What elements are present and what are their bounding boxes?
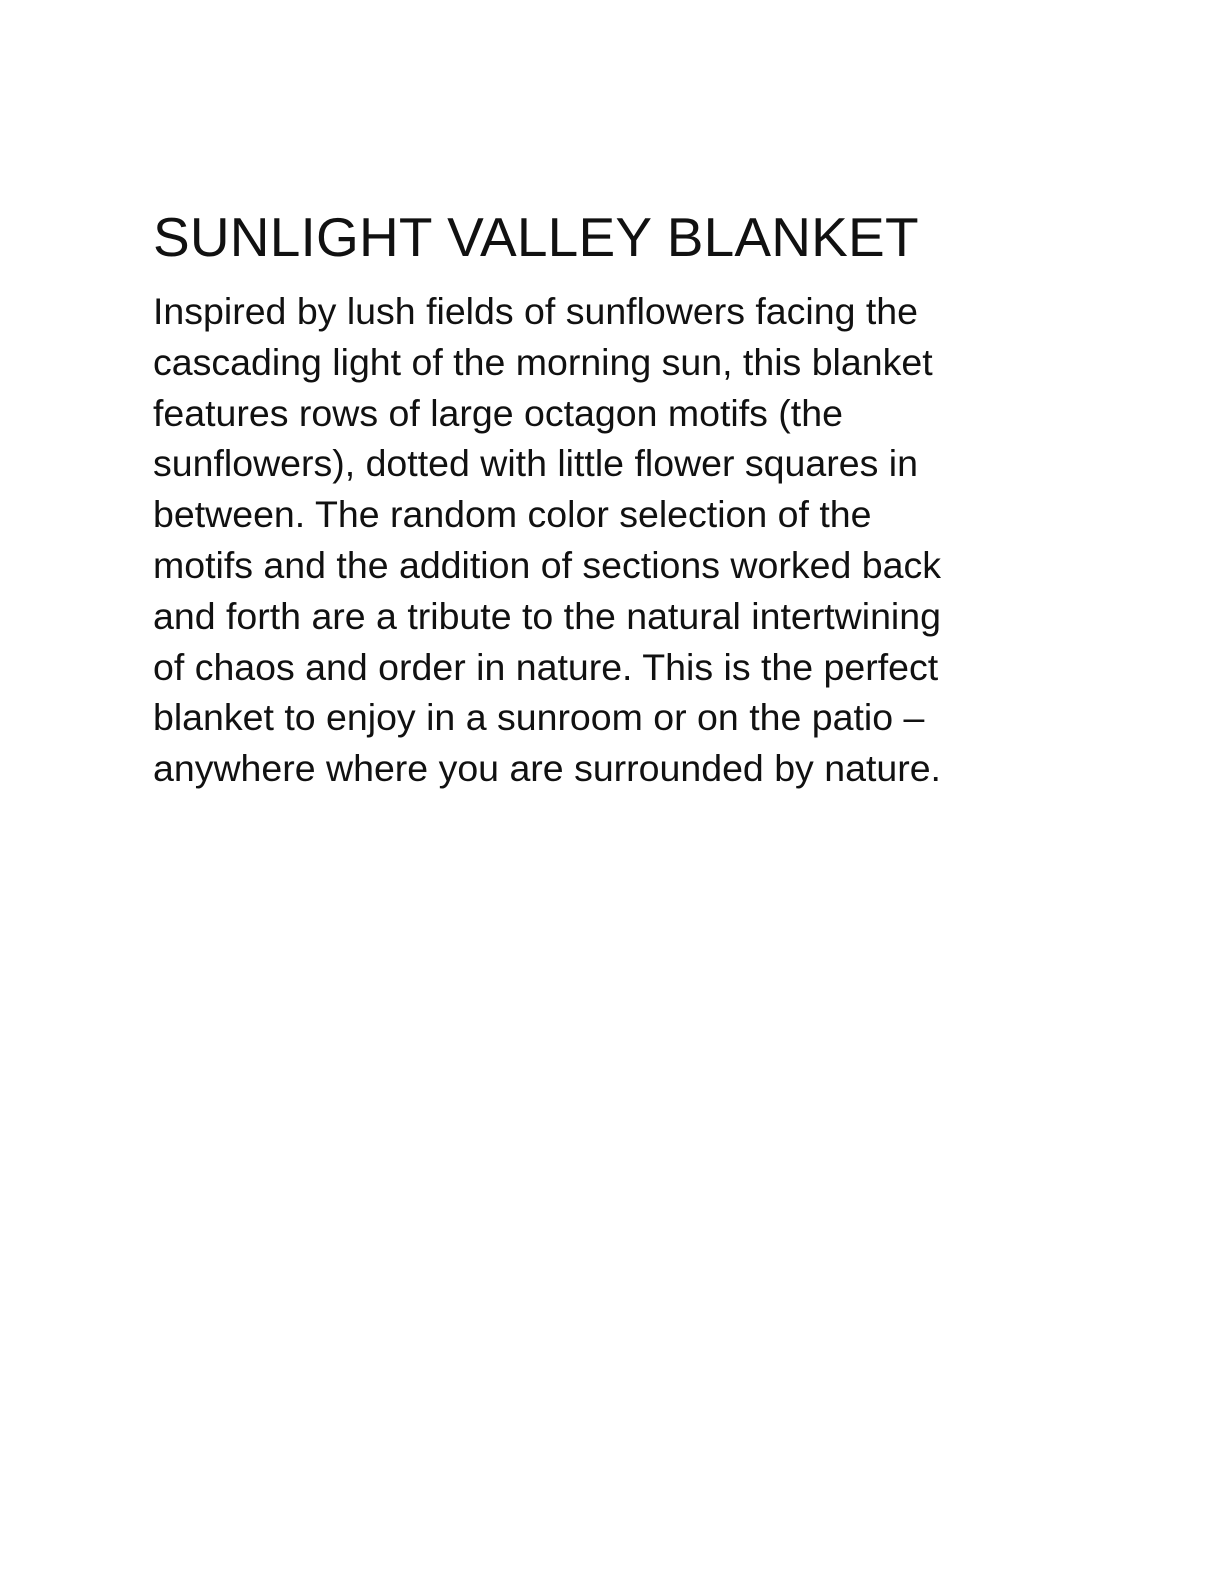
description-line: sunflowers), dotted with little flower squares in [153,442,918,485]
description-line: of chaos and order in nature. This is the perfect [153,645,939,688]
description-line: between. The random color selection of the [153,493,872,536]
description-line: cascading light of the morning sun, this blanket [153,340,933,383]
description-line: and forth are a tribute to the natural intertwining [153,594,941,637]
description-line: blanket to enjoy in a sunroom or on the patio – [153,696,925,739]
description-line: Inspired by lush fields of sunflowers facing the [153,290,918,332]
page-title: SUNLIGHT VALLEY BLANKET [153,206,919,268]
description-line: features rows of large octagon motifs (the [153,391,843,434]
description-line: motifs and the addition of sections worked back [153,543,941,586]
description-line: anywhere where you are surrounded by nature. [153,747,941,790]
document-content [153,204,1073,794]
description-paragraph [153,286,1073,794]
